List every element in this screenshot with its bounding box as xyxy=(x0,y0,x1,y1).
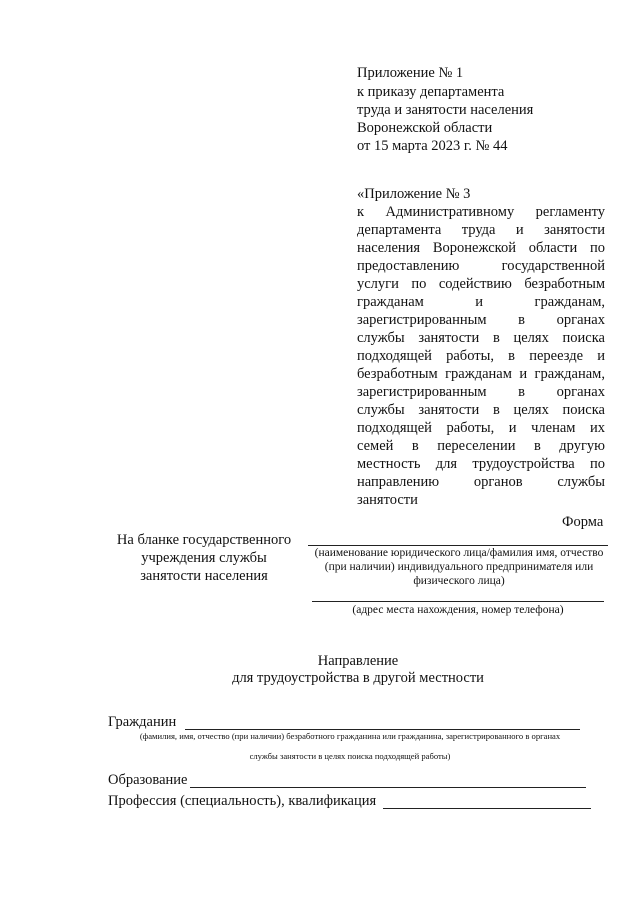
letterhead-line-3: занятости населения xyxy=(140,568,268,584)
citizen-caption-line-1: (фамилия, имя, отчество (при наличии) безработного гражданина или гражданина, зарегистрированного в органах xyxy=(139,731,561,741)
education-field[interactable] xyxy=(190,787,586,788)
header-line-2: к приказу департамента xyxy=(357,84,505,100)
address-caption: (адрес места нахождения, номер телефона) xyxy=(352,604,564,616)
appendix-line: услуги по содействию безработным xyxy=(357,276,605,292)
document-subtitle: для трудоустройства в другой местности xyxy=(232,670,484,686)
header-line-1: Приложение № 1 xyxy=(357,65,464,81)
appendix-line: предоставлению государственной xyxy=(357,258,605,274)
addressee-caption-line-2: (при наличии) индивидуального предпринимателя или xyxy=(324,561,594,573)
appendix-line: семей в переселении в другую xyxy=(357,438,605,454)
citizen-label: Гражданин xyxy=(108,714,177,730)
appendix-line: службы занятости в целях поиска xyxy=(357,402,605,418)
addressee-address-line[interactable] xyxy=(312,601,604,602)
form-label: Форма xyxy=(562,514,604,530)
header-line-4: Воронежской области xyxy=(357,120,493,136)
citizen-field[interactable] xyxy=(185,729,580,730)
appendix-line: зарегистрированным в органах xyxy=(357,312,605,328)
addressee-caption xyxy=(300,546,618,588)
appendix-line: к Административному регламенту xyxy=(357,204,605,220)
profession-field[interactable] xyxy=(383,808,591,809)
appendix-line: занятости xyxy=(357,492,418,508)
appendix-line: «Приложение № 3 xyxy=(357,186,471,202)
appendix-line: направлению органов службы xyxy=(357,474,605,490)
appendix-line: подходящей работы, и членам их xyxy=(357,420,605,436)
addressee-caption-line-3: физического лица) xyxy=(413,575,505,587)
appendix-line: службы занятости в целях поиска xyxy=(357,330,605,346)
header-line-3: труда и занятости населения xyxy=(357,102,534,118)
document-title: Направление xyxy=(317,653,399,669)
letterhead-line-1: На бланке государственного xyxy=(116,532,292,548)
citizen-caption-line-2: службы занятости в целях поиска подходящей работы) xyxy=(249,751,451,761)
appendix-line: подходящей работы, в переезде и xyxy=(357,348,605,364)
appendix-line: населения Воронежской области по xyxy=(357,240,605,256)
appendix-line: безработным гражданам и гражданам, xyxy=(357,366,605,382)
profession-label: Профессия (специальность), квалификация xyxy=(108,793,377,809)
appendix-line: местность для трудоустройства по xyxy=(357,456,605,472)
appendix-line: департамента труда и занятости xyxy=(357,222,605,238)
letterhead-note xyxy=(104,531,304,585)
letterhead-line-2: учреждения службы xyxy=(141,550,267,566)
education-label: Образование xyxy=(108,772,188,788)
addressee-caption-line-1: (наименование юридического лица/фамилия имя, отчество xyxy=(314,547,604,559)
header-line-5: от 15 марта 2023 г. № 44 xyxy=(357,138,508,154)
appendix-line: гражданам и гражданам, xyxy=(357,294,605,310)
appendix-line: зарегистрированным в органах xyxy=(357,384,605,400)
